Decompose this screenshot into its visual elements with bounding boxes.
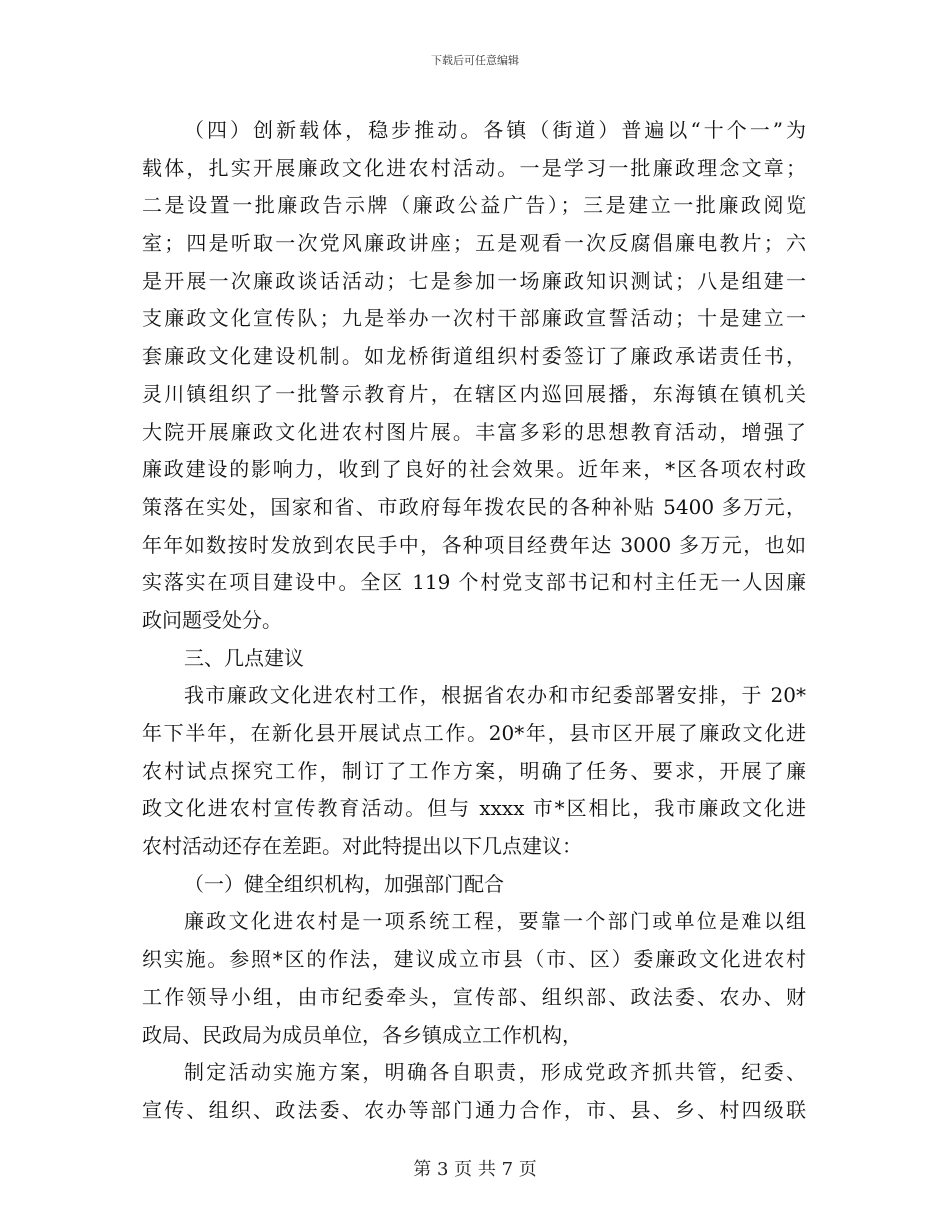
paragraph-line: 灵川镇组织了一批警示教育片，在辖区内巡回展播，东海镇在镇机关 — [142, 381, 806, 406]
paragraph-line: 政局、民政局为成员单位，各乡镇成立工作机构， — [142, 1022, 582, 1047]
paragraph-line: （四）创新载体，稳步推动。各镇（街道）普遍以“十个一”为 — [184, 118, 806, 142]
paragraph-line: 宣传、组织、政法委、农办等部门通力合作，市、县、乡、村四级联 — [142, 1097, 806, 1122]
subsection-heading: （一）健全组织机构，加强部门配合 — [184, 871, 504, 896]
paragraph-line: 我市廉政文化进农村工作，根据省农办和市纪委部署安排，于 20* — [184, 683, 806, 708]
paragraph-line: 载体，扎实开展廉政文化进农村活动。一是学习一批廉政理念文章； — [142, 155, 806, 180]
page-number: 第 3 页 共 7 页 — [413, 1159, 537, 1180]
paragraph-line: 制定活动实施方案，明确各自职责，形成党政齐抓共管，纪委、 — [184, 1060, 806, 1085]
paragraph-line: 农村活动还存在差距。对此特提出以下几点建议： — [142, 834, 582, 859]
paragraph-line: 策落在实处，国家和省、市政府每年拨农民的各种补贴 5400 多万元， — [142, 494, 806, 519]
paragraph-line: 大院开展廉政文化进农村图片展。丰富多彩的思想教育活动，增强了 — [142, 419, 806, 444]
paragraph-line: 室；四是听取一次党风廉政讲座；五是观看一次反腐倡廉电教片；六 — [142, 231, 806, 256]
paragraph-line: 实落实在项目建设中。全区 119 个村党支部书记和村主任无一人因廉 — [142, 570, 806, 595]
paragraph-line: 工作领导小组，由市纪委牵头，宣传部、组织部、政法委、农办、财 — [142, 984, 806, 1009]
paragraph-line: 廉政建设的影响力，收到了良好的社会效果。近年来，*区各项农村政 — [142, 457, 806, 482]
paragraph-line: 年年如数按时发放到农民手中，各种项目经费年达 3000 多万元，也如 — [142, 532, 806, 557]
paragraph-line: 农村试点探究工作，制订了工作方案，明确了任务、要求，开展了廉 — [142, 758, 806, 783]
paragraph-line: 廉政文化进农村是一项系统工程，要靠一个部门或单位是难以组 — [184, 909, 806, 934]
paragraph-line: 是开展一次廉政谈话活动；七是参加一场廉政知识测试；八是组建一 — [142, 268, 806, 293]
paragraph-line: 年下半年，在新化县开展试点工作。20*年，县市区开展了廉政文化进 — [142, 721, 806, 745]
document-body — [142, 112, 806, 1130]
page-header: 下载后可任意编辑 — [431, 54, 519, 67]
paragraph-line: 政文化进农村宣传教育活动。但与 xxxx 市*区相比，我市廉政文化进 — [142, 796, 806, 821]
paragraph-line: 支廉政文化宣传队；九是举办一次村干部廉政宣誓活动；十是建立一 — [142, 306, 806, 331]
section-heading: 三、几点建议 — [184, 645, 304, 670]
paragraph-line: 二是设置一批廉政告示牌（廉政公益广告）；三是建立一批廉政阅览 — [142, 193, 806, 218]
paragraph-line: 套廉政文化建设机制。如龙桥街道组织村委签订了廉政承诺责任书， — [142, 344, 806, 369]
paragraph-line: 政问题受处分。 — [142, 607, 282, 632]
paragraph-line: 织实施。参照*区的作法，建议成立市县（市、区）委廉政文化进农村 — [142, 947, 806, 972]
